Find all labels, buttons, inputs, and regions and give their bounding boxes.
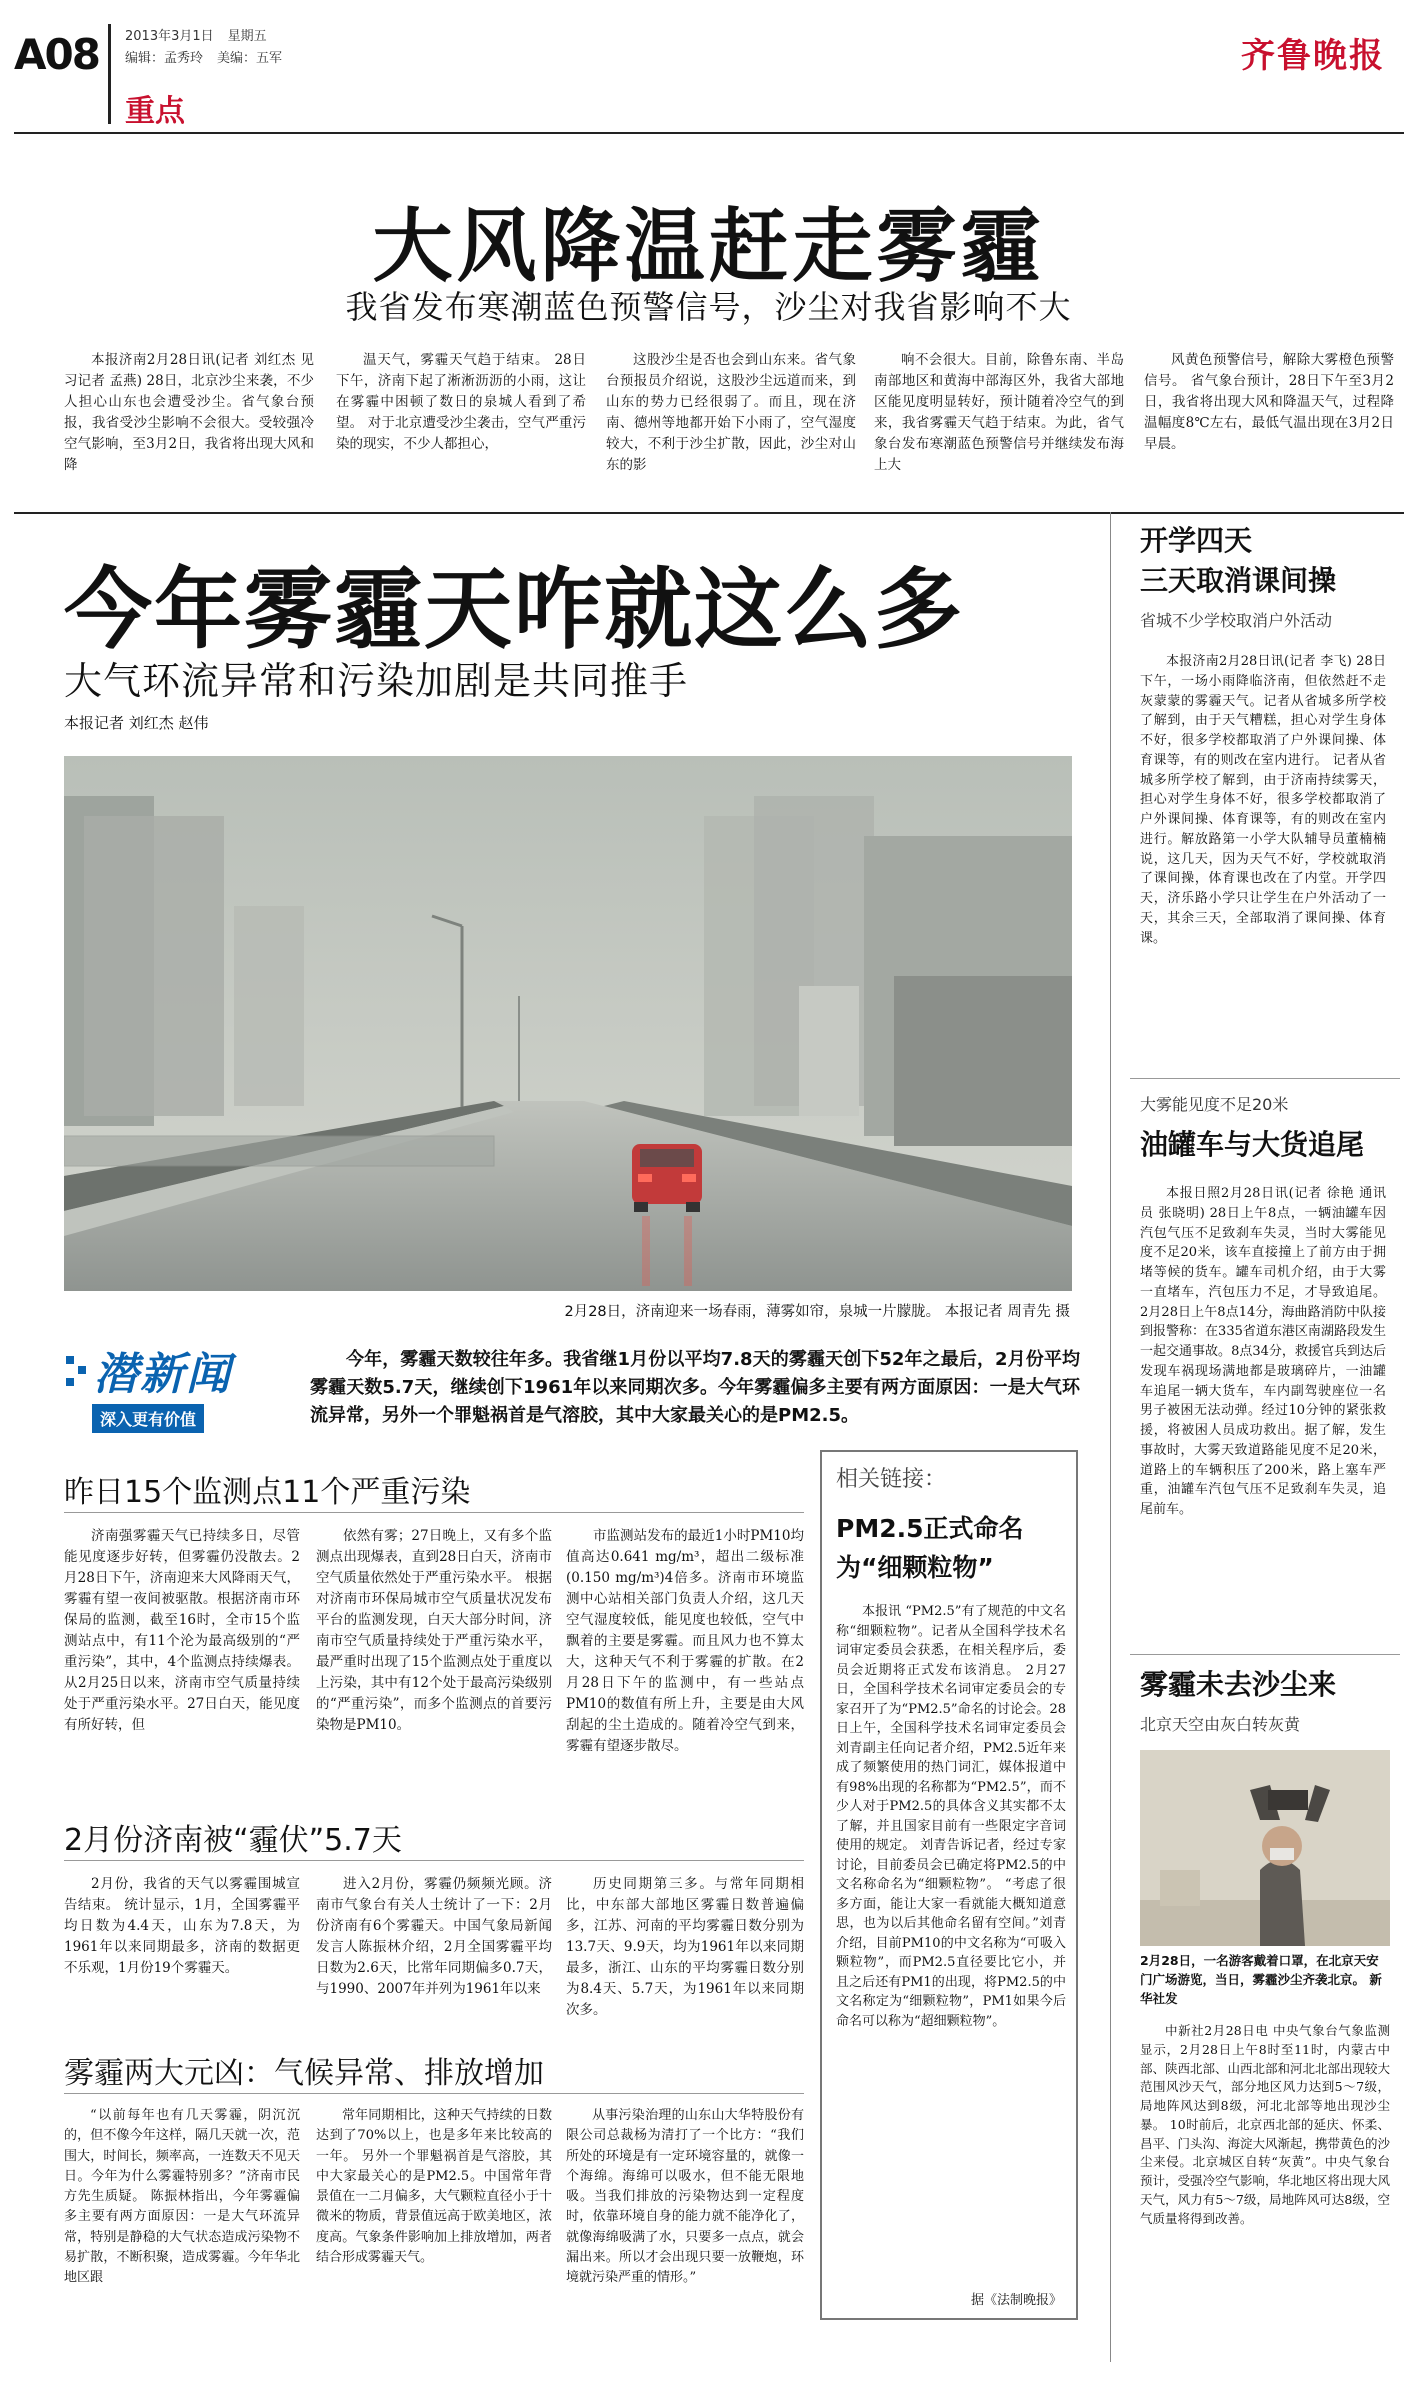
story2-subheadline: 大气环流异常和污染加剧是共同推手 [64, 659, 689, 703]
photo-caption: 2月28日，济南迎来一场春雨，薄雾如帘，泉城一片朦胧。 本报记者 周青先 摄 [564, 1304, 1070, 1320]
side2-title: 油罐车与大货追尾 [1140, 1128, 1365, 1161]
related-label: 相关链接： [836, 1467, 947, 1492]
qianxinwen-brand [64, 1338, 278, 1428]
sec3-heading: 雾霾两大元凶：气候异常、排放增加 [64, 2056, 544, 2091]
story1-col-5: 风黄色预警信号，解除大雾橙色预警信号。 省气象台预计，28日下午至3月2日，我省将出现大风和降温天气，过程降温幅度8℃左右，最低气温出现在3月2日早晨。 [1144, 352, 1394, 453]
side1-title-1: 开学四天 [1140, 524, 1253, 557]
story2-byline: 本报记者 刘红杰 赵伟 [64, 714, 209, 732]
sec2-col-3: 历史同期第三多。与常年同期相比，中东部大部地区雾霾日数普遍偏多，江苏、河南的平均雾霾日数分别为13.7天、9.9天，均为1961年以来同期最多，浙江、山东的平均雾霾日数分别为8.4天、5.7天，为1961年以来同期次多。 [566, 1876, 804, 2019]
sec1-col-1: 济南强雾霾天气已持续多日，尽管能见度逐步好转，但雾霾仍没散去。2月28日下午，济南迎来大风降雨天气，雾霾有望一夜间被驱散。根据济南市环保局的监测，截至16时，全市15个监测站点中，有11个沦为最高级别的“严重污染”，其中，4个监测点持续爆表。 从2月25日以来，济南市空气质量持续处于严重污染水平。27日白天，能见度有所好转，但 [64, 1528, 300, 1734]
story2-headline: 今年雾霾天咋就这么多 [64, 558, 965, 661]
side2-rule [1130, 1654, 1400, 1655]
brand-pixel-icon [64, 1354, 94, 1394]
sec3-col-3: 从事污染治理的山东山大华特股份有限公司总裁杨为清打了一个比方：“我们所处的环境是有一定环境容量的，就像一个海绵。海绵可以吸水，但不能无限地吸。当我们排放的污染物达到一定程度时，依靠环境自身的能力就不能净化了，就像海绵吸满了水，只要多一点点，就会漏出来。所以才会出现只要一放鞭炮，环境就污染严重的情形。” [566, 2108, 804, 2286]
related-title: PM2.5正式命名为“细颗粒物” [836, 1514, 1024, 1582]
sidebar-divider [1110, 512, 1111, 2362]
issue-weekday: 星期五 [227, 29, 267, 44]
page-meta [125, 26, 296, 70]
story1-headline: 大风降温赶走雾霾 [372, 200, 1045, 293]
side1-rule [1130, 1078, 1400, 1079]
story2-lead: 今年，雾霾天数较往年多。我省继1月份以平均7.8天的雾霾天创下52年之最后，2月份平均雾霾天数5.7天，继续创下1961年以来同期次多。今年雾霾偏多主要有两方面原因：一是大气环流异常，另外一个罪魁祸首是气溶胶，其中大家最关心的是PM2.5。 [310, 1349, 1080, 1426]
sec3-col-1: “以前每年也有几天雾霾，阴沉沉的，但不像今年这样，隔几天就一次，范围大，时间长，频率高，一连数天不见天日。今年为什么雾霾特别多？”济南市民方先生质疑。 陈振林指出，今年雾霾偏多主要有两方面原因：一是大气环流异常，特别是静稳的大气状态造成污染物不易扩散，不断积聚，造成雾霾。今年华北地区跟 [64, 2108, 300, 2286]
side3-subtitle: 北京天空由灰白转灰黄 [1140, 1715, 1301, 1734]
foggy-road-photo [64, 756, 1072, 1291]
side1-body: 本报济南2月28日讯(记者 李飞) 28日下午，一场小雨降临济南，但依然赶不走灰蒙蒙的雾霾天气。记者从省城多所学校了解到，由于天气糟糕，担心对学生身体不好，很多学校都取消了户外课间操、体育课等，有的则改在室内进行。 记者从省城多所学校了解到，由于济南持续雾天，担心对学生身体不好，很多学校都取消了户外课间操、体育课等，有的则改在室内进行。解放路第一小学大队辅导员董楠楠说，这几天，因为天气不好，学校就取消了课间操，体育课也改在了内堂。开学四天，济乐路小学只让学生在户外活动了一天，其余三天，全部取消了课间操、体育课。 [1140, 654, 1386, 946]
issue-date: 2013年3月1日 [125, 29, 214, 44]
sec3-rule [64, 2093, 804, 2094]
tourist-illustration [1140, 1750, 1390, 1946]
story1-col-4: 响不会很大。目前，除鲁东南、半岛南部地区和黄海中部海区外，我省大部地区能见度明显转好，预计随着冷空气的到来，我省雾霾天气趋于结束。为此，省气象台发布寒潮蓝色预警信号并继续发布海上大 [874, 352, 1124, 474]
sec2-heading: 2月份济南被“霾伏”5.7天 [64, 1823, 402, 1858]
designer-credit: 美编：五军 [217, 51, 283, 66]
sec2-rule [64, 1860, 804, 1861]
side1-title-2: 三天取消课间操 [1140, 564, 1337, 597]
sec1-col-2: 依然有雾；27日晚上，又有多个监测点出现爆表，直到28日白天，济南市空气质量依然处于严重污染水平。 根据对济南市环保局城市空气质量状况发布平台的监测发现，白天大部分时间，济南市空气质量持续处于严重污染水平，最严重时出现了15个监测点处于重度以上污染，其中有12个处于最高污染级别的“严重污染”，而多个监测点的首要污染物是PM10。 [316, 1528, 552, 1734]
brand-slogan: 深入更有价值 [92, 1404, 204, 1433]
sec1-col-3: 市监测站发布的最近1小时PM10均值高达0.641 mg/m³，超出二级标准(0.150 mg/m³)4倍多。济南市环境监测中心站相关部门负责人介绍，这几天空气湿度较低，能见度也较低，空气中飘着的主要是雾霾。而且风力也不算太大，这种天气不利于雾霾的扩散。在2月28日下午的监测中，有一些站点PM10的数值有所上升，主要是由大风刮起的尘土造成的。随着冷空气到来，雾霾有望逐步散尽。 [566, 1528, 804, 1755]
related-body: 本报讯 “PM2.5”有了规范的中文名称“细颗粒物”。记者从全国科学技术名词审定委员会获悉，在相关程序后，委员会近期将正式发布该消息。 2月27日，全国科学技术名词审定委员会的专家召开了为“PM2.5”命名的讨论会。28日上午，全国科学技术名词审定委员会刘青副主任向记者介绍，PM2.5近年来成了频繁使用的热门词汇，媒体报道中有98%出现的名称都为“PM2.5”，而不少人对于PM2.5的具体含义其实都不太了解，并且国家目前有一些限定字音词使用的规定。 刘青告诉记者，经过专家讨论，目前委员会已确定将PM2.5的中文名称命名为“细颗粒物”。 “考虑了很多方面，能让大家一看就能大概知道意思，也为以后其他命名留有空间。”刘青介绍，目前PM10的中文名称为“可吸入颗粒物”，而PM2.5直径要比它小，并且之后还有PM1的出现，将PM2.5的中文名称定为“细颗粒物”，PM1如果今后命名可以称为“超细颗粒物”。 [836, 1604, 1066, 2029]
sec2-col-1: 2月份，我省的天气以雾霾围城宣告结束。 统计显示，1月，全国雾霾平均日数为4.4天，山东为7.8天，为1961年以来同期最多，济南的数据更不乐观，1月份19个雾霾天。 [64, 1876, 300, 1977]
side3-title: 雾霾未去沙尘来 [1140, 1668, 1337, 1701]
tourist-mask-photo [1140, 1750, 1390, 1946]
side1-subtitle: 省城不少学校取消户外活动 [1140, 611, 1333, 630]
side2-kicker: 大雾能见度不足20米 [1140, 1095, 1289, 1114]
side3-body: 中新社2月28日电 中央气象台气象监测显示，2月28日上午8时至11时，内蒙古中部、陕西北部、山西北部和河北北部出现较大范围风沙天气，部分地区风力达到5～7级，局地阵风达到8级，河北北部等地出现沙尘暴。 10时前后，北京西北部的延庆、怀柔、昌平、门头沟、海淀大风渐起，携带黄色的沙尘来侵。北京城区自转“灰黄”。中央气象台预计，受强冷空气影响，华北地区将出现大风天气，风力有5～7级，局地阵风可达8级，空气质量将得到改善。 [1140, 2023, 1391, 2226]
story1-col-1: 本报济南2月28日讯(记者 刘红杰 见习记者 孟燕) 28日，北京沙尘来袭，不少人担心山东也会遭受沙尘。省气象台预报，我省受沙尘影响不会很大。受较强冷空气影响，至3月2日，我省将出现大风和降 [64, 352, 314, 474]
story1-col-3: 这股沙尘是否也会到山东来。省气象台预报员介绍说，这股沙尘远道而来，到山东的势力已经很弱了。而且，现在济南、德州等地都开始下小雨了，空气湿度较大，不利于沙尘扩散，因此，沙尘对山东的影 [606, 352, 856, 474]
newspaper-logo: 齐鲁晚报 [1241, 36, 1385, 76]
story1-bottom-rule [14, 512, 1404, 514]
side2-body: 本报日照2月28日讯(记者 徐艳 通讯员 张晓明) 28日上午8点，一辆油罐车因汽包气压不足致刹车失灵，当时大雾能见度不足20米，该车直接撞上了前方由于拥堵等候的货车。罐车司机介绍，由于大雾一直堵车，汽包压力不足，才导致追尾。 2月28日上午8点14分，海曲路消防中队接到报警称：在335省道东港区南湖路段发生一起交通事故。8点34分，救援官兵到达后发现车祸现场满地都是玻璃碎片，一油罐车追尾一辆大货车，车内副驾驶座位一名男子被困无法动弹。经过10分钟的紧张救援，将被困人员成功救出。据了解，发生事故时，大雾天致道路能见度不足20米，道路上的车辆积压了200米，路上塞车严重，油罐车汽包气压不足致刹车失灵，追尾前车。 [1140, 1186, 1386, 1517]
sec1-rule [64, 1512, 804, 1513]
masthead-divider [108, 24, 111, 124]
sec1-heading: 昨日15个监测点11个严重污染 [64, 1475, 471, 1510]
editor-credit: 编辑：孟秀玲 [125, 51, 204, 66]
page-number: A08 [14, 30, 99, 79]
sec2-col-2: 进入2月份，雾霾仍频频光顾。济南市气象台有关人士统计了一下：2月份济南有6个雾霾天。中国气象局新闻发言人陈振林介绍，2月全国雾霾平均日数为2.6天，比常年同期偏多0.7天，与1990、2007年并列为1961年以来 [316, 1876, 552, 1998]
story1-subheadline: 我省发布寒潮蓝色预警信号，沙尘对我省影响不大 [345, 288, 1072, 326]
side3-photo-caption: 2月28日，一名游客戴着口罩，在北京天安门广场游览，当日，雾霾沙尘齐袭北京。 新华社发 [1140, 1953, 1382, 2006]
sec3-col-2: 常年同期相比，这种天气持续的日数达到了70%以上，也是多年来比较高的一年。 另外一个罪魁祸首是气溶胶，其中大家最关心的是PM2.5。中国常年背景值在一二月偏多，大气颗粒直径小于十微米的物质，背景值远高于欧美地区，浓度高。气象条件影响加上排放增加，两者结合形成雾霾天气。 [316, 2108, 552, 2265]
section-label: 重点 [125, 94, 185, 129]
related-source: 据《法制晚报》 [970, 2293, 1062, 2308]
header-rule [14, 132, 1404, 134]
story1-col-2: 温天气，雾霾天气趋于结束。 28日下午，济南下起了淅淅沥沥的小雨，这让在雾霾中困顿了数日的泉城人看到了希望。 对于北京遭受沙尘袭击，空气严重污染的现实，不少人都担心， [336, 352, 586, 453]
related-link-box [820, 1450, 1078, 2320]
foggy-road-illustration [64, 756, 1072, 1291]
brand-title: 潜新闻 [94, 1349, 232, 1400]
